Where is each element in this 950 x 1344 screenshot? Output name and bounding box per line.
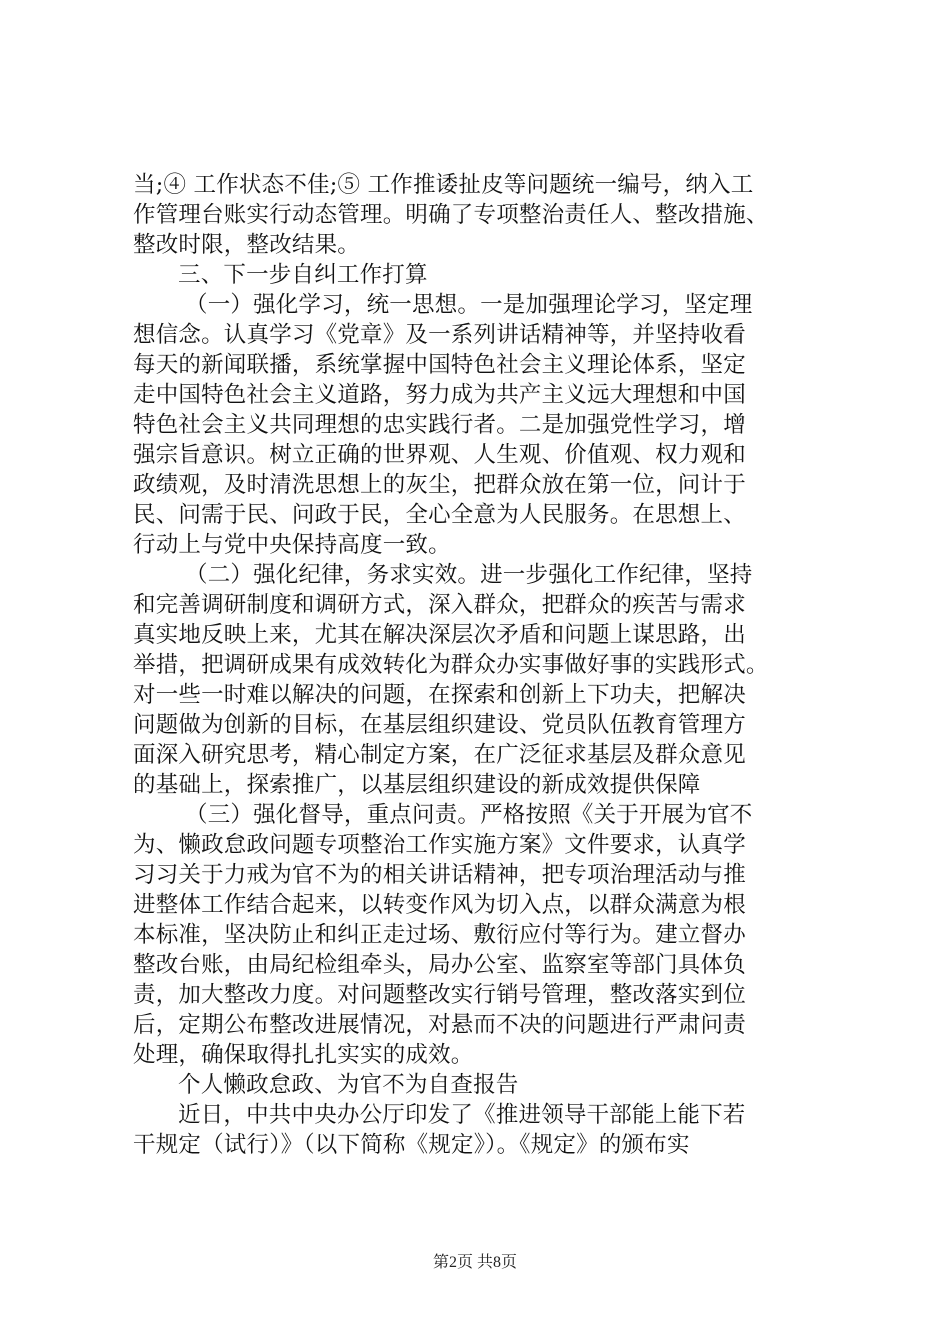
- text-line: 特色社会主义共同理想的忠实践行者。二是加强党性学习，增: [133, 412, 746, 438]
- paragraph-first-line: （二）强化纪律，务求实效。进一步强化工作纪律，坚持: [185, 562, 753, 588]
- text-line: 干规定（试行）》（以下简称《规定》）。《规定》的颁布实: [133, 1132, 690, 1158]
- paragraph-first-line: （三）强化督导，重点问责。严格按照《关于开展为官不: [185, 802, 753, 828]
- paragraph-first-line: 近日，中共中央办公厅印发了《推进领导干部能上能下若: [178, 1102, 746, 1128]
- text-line: 举措，把调研成果有成效转化为群众办实事做好事的实践形式。: [133, 652, 769, 678]
- text-line: 习习关于力戒为官不为的相关讲话精神，把专项治理活动与推: [133, 862, 746, 888]
- text-line: 对一些一时难以解决的问题，在探索和创新上下功夫，把解决: [133, 682, 746, 708]
- text-line: 真实地反映上来，尤其在解决深层次矛盾和问题上谋思路，出: [133, 622, 746, 648]
- text-line: 进整体工作结合起来，以转变作风为切入点，以群众满意为根: [133, 892, 746, 918]
- text-line: 的基础上，探索推广，以基层组织建设的新成效提供保障: [133, 772, 701, 798]
- text-line: 作管理台账实行动态管理。明确了专项整治责任人、整改措施、: [133, 202, 769, 228]
- text-line: 和完善调研制度和调研方式，深入群众，把群众的疾苦与需求: [133, 592, 746, 618]
- text-line: 政绩观，及时清洗思想上的灰尘，把群众放在第一位，问计于: [133, 472, 746, 498]
- text-line: 当;④ 工作状态不佳;⑤ 工作推诿扯皮等问题统一编号，纳入工: [133, 172, 754, 198]
- text-line: 强宗旨意识。树立正确的世界观、人生观、价值观、权力观和: [133, 442, 746, 468]
- text-line: 民、问需于民、问政于民，全心全意为人民服务。在思想上、: [133, 502, 746, 528]
- text-line: 每天的新闻联播，系统掌握中国特色社会主义理论体系，坚定: [133, 352, 746, 378]
- page-number-footer: 第2页 共8页: [432, 1254, 517, 1271]
- paragraph-first-line: （一）强化学习，统一思想。一是加强理论学习，坚定理: [185, 292, 753, 318]
- text-line: 处理，确保取得扎扎实实的成效。: [133, 1042, 474, 1068]
- text-line: 整改时限，整改结果。: [133, 232, 361, 258]
- text-line: 整改台账，由局纪检组牵头，局办公室、监察室等部门具体负: [133, 952, 746, 978]
- text-line: 想信念。认真学习《党章》及一系列讲话精神等，并坚持收看: [133, 322, 746, 348]
- document-body: [133, 170, 833, 1160]
- text-line: 后，定期公布整改进展情况，对悬而不决的问题进行严肃问责: [133, 1012, 746, 1038]
- text-line: 本标准，坚决防止和纠正走过场、敷衍应付等行为。建立督办: [133, 922, 746, 948]
- text-line: 问题做为创新的目标，在基层组织建设、党员队伍教育管理方: [133, 712, 746, 738]
- section-heading: 三、下一步自纠工作打算: [178, 262, 428, 288]
- report-title-line: 个人懒政怠政、为官不为自查报告: [178, 1072, 519, 1098]
- text-line: 责，加大整改力度。对问题整改实行销号管理，整改落实到位: [133, 982, 746, 1008]
- text-line: 面深入研究思考，精心制定方案，在广泛征求基层及群众意见: [133, 742, 746, 768]
- text-line: 为、懒政怠政问题专项整治工作实施方案》文件要求，认真学: [133, 832, 746, 858]
- text-line: 行动上与党中央保持高度一致。: [133, 532, 451, 558]
- text-line: 走中国特色社会主义道路，努力成为共产主义远大理想和中国: [133, 382, 746, 408]
